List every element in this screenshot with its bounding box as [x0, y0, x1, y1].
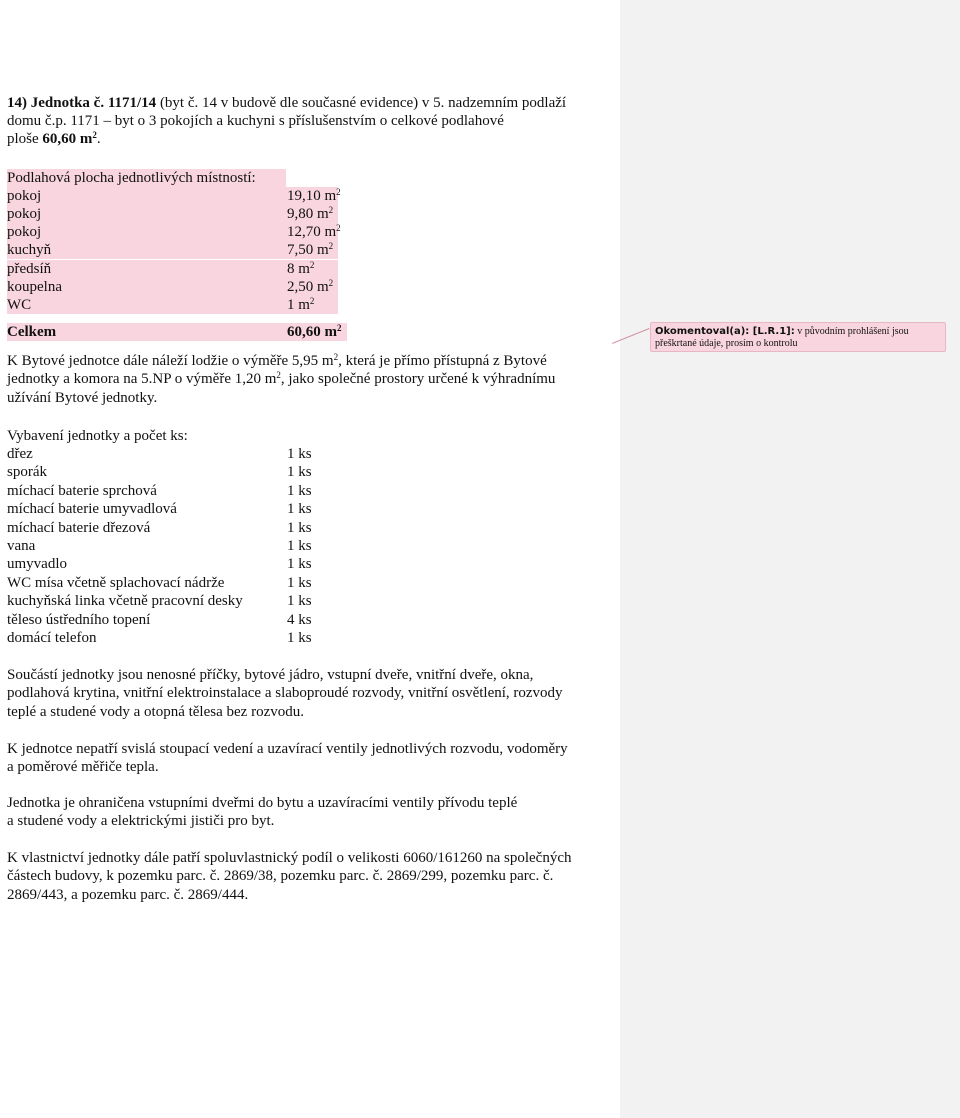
room-area — [287, 241, 333, 259]
paragraph-p1-line: Součástí jednotky jsou nenosné příčky, bytové jádro, vstupní dveře, vnitřní dveře, okna, — [7, 667, 534, 683]
equipment-item-qty: 1 ks — [287, 446, 312, 462]
extra-line-1-post: , která je přímo přístupná z Bytové — [338, 353, 547, 369]
room-area-unit: m — [317, 242, 329, 258]
equipment-item-qty: 1 ks — [287, 519, 312, 536]
equipment-item-name: kuchyňská linka včetně pracovní desky — [7, 593, 243, 610]
unit-number: 14) Jednotka č. 1171/14 — [7, 95, 157, 111]
equipment-item-name: míchací baterie dřezová — [7, 519, 151, 536]
equipment-item-qty: 1 ks — [287, 556, 312, 573]
room-area-unit: m — [324, 224, 337, 240]
total-area-value: 60,60 m — [42, 131, 93, 147]
equipment-item-qty: 1 ks — [287, 482, 312, 499]
room-row — [7, 241, 338, 259]
extra-line-2 — [7, 370, 607, 388]
room-area-value: 12,70 — [287, 224, 321, 240]
room-area — [287, 260, 314, 278]
room-area — [287, 223, 341, 241]
equipment-item-name: dřez — [7, 446, 33, 462]
paragraph-p2-line: K jednotce nepatří svislá stoupací vedení a uzavírací ventily jednotlivých rozvodu, vodoměry — [7, 741, 568, 757]
room-area — [287, 205, 333, 223]
room-area-unit: m — [317, 206, 329, 222]
room-area-value: 19,10 — [287, 188, 321, 204]
extra-line-3: užívání Bytové jednotky. — [7, 390, 158, 406]
extra-line-1 — [7, 352, 607, 370]
room-area-sup: 2 — [328, 241, 334, 251]
room-name: koupelna — [7, 279, 62, 295]
equipment-item-name: vana — [7, 538, 36, 554]
room-row — [7, 260, 338, 278]
room-area-value: 7,50 — [287, 242, 314, 258]
total-area-sup: 2 — [92, 130, 97, 140]
paragraph-p3-line: Jednotka je ohraničena vstupními dveřmi do bytu a uzavíracími ventily přívodu teplé — [7, 795, 518, 811]
paragraph-p4-line: K vlastnictví jednotky dále patří spoluvlastnický podíl o velikosti 6060/161260 na společných — [7, 850, 572, 866]
rooms-total-value-text: 60,60 m — [287, 324, 337, 340]
room-area — [287, 278, 333, 296]
equipment-item-name: sporák — [7, 464, 47, 481]
room-area-value: 2,50 — [287, 279, 314, 295]
rooms-title-text: Podlahová plocha jednotlivých místností: — [7, 170, 256, 186]
room-area-unit: m — [317, 279, 329, 295]
room-area-value: 1 — [287, 297, 295, 313]
equipment-item-qty: 1 ks — [287, 574, 312, 591]
room-area — [287, 187, 341, 205]
paragraph-p2-line: a poměrové měřiče tepla. — [7, 759, 159, 776]
extra-line-1-sup: 2 — [333, 352, 339, 362]
heading-line-1-rest: (byt č. 14 v budově dle současné evidence) v 5. nadzemním podlaží — [156, 95, 567, 111]
room-name: kuchyň — [7, 242, 52, 258]
room-name: pokoj — [7, 224, 42, 240]
comment-line-1 — [655, 326, 941, 338]
room-area-sup: 2 — [328, 205, 334, 215]
paragraph-p1-line: teplé a studené vody a otopná tělesa bez rozvodu. — [7, 703, 304, 720]
room-area-sup: 2 — [309, 296, 315, 306]
room-area-sup: 2 — [328, 278, 334, 288]
paragraph-p3-line: a studené vody a elektrickými jističi pro byt. — [7, 813, 275, 830]
paragraph-p4-line: částech budovy, k pozemku parc. č. 2869/38, pozemku parc. č. 2869/299, pozemku parc. č. — [7, 868, 554, 885]
equipment-item-name: těleso ústředního topení — [7, 611, 151, 628]
equipment-item-qty: 1 ks — [287, 630, 312, 646]
equipment-item-qty: 1 ks — [287, 538, 312, 554]
room-row — [7, 223, 341, 241]
paragraph-p1-line: podlahová krytina, vnitřní elektroinstalace a slaboproudé rozvody, vnitřní osvětlení, rozvody — [7, 685, 563, 702]
room-area-unit: m — [298, 261, 310, 277]
extra-line-1-pre: K Bytové jednotce dále náleží lodžie o výměře 5,95 m — [7, 353, 334, 369]
room-area-sup: 2 — [336, 187, 341, 197]
room-row — [7, 205, 338, 223]
comment-line-2: přeškrtané údaje, prosím o kontrolu — [655, 338, 798, 349]
rooms-total-label: Celkem — [7, 324, 57, 340]
room-area-sup: 2 — [309, 260, 315, 270]
equipment-item-name: domácí telefon — [7, 630, 97, 646]
room-area-value: 8 — [287, 261, 295, 277]
room-area — [287, 296, 314, 314]
heading-line-1 — [7, 94, 566, 112]
room-area-unit: m — [324, 188, 337, 204]
heading-line-2: domu č.p. 1171 – byt o 3 pokojích a kuchyni s příslušenstvím o celkové podlahové — [7, 113, 504, 129]
equipment-item-name: míchací baterie sprchová — [7, 482, 157, 499]
rooms-total-value — [287, 323, 342, 341]
heading-line-3-pre: ploše — [7, 131, 43, 147]
equipment-item-name: umyvadlo — [7, 556, 67, 573]
room-row — [7, 187, 341, 205]
room-name: předsíň — [7, 261, 52, 277]
room-area-value: 9,80 — [287, 206, 314, 222]
rooms-total-sup: 2 — [337, 323, 342, 333]
equipment-item-name: WC mísa včetně splachovací nádrže — [7, 574, 225, 591]
room-area-sup: 2 — [336, 223, 341, 233]
comment-text-1: v původním prohlášení jsou — [794, 326, 909, 337]
extra-line-2-post: , jako společné prostory určené k výhradnímu — [280, 371, 556, 387]
room-row — [7, 296, 338, 314]
equipment-title: Vybavení jednotky a počet ks: — [7, 428, 188, 444]
extra-line-2-sup: 2 — [276, 370, 281, 380]
heading-line-3 — [7, 130, 101, 148]
equipment-item-qty: 1 ks — [287, 593, 312, 610]
comment-author: Okomentoval(a): [L.R.1]: — [655, 326, 795, 337]
equipment-item-qty: 1 ks — [287, 464, 312, 481]
extra-line-2-pre: jednotky a komora na 5.NP o výměře 1,20 m — [7, 371, 277, 387]
room-name: pokoj — [7, 188, 42, 204]
rooms-total-row — [7, 323, 347, 341]
heading-line-3-post: . — [96, 131, 101, 147]
comment-balloon[interactable] — [650, 322, 946, 352]
equipment-item-qty: 4 ks — [287, 611, 312, 628]
rooms-title — [7, 169, 286, 187]
paragraph-p4-line: 2869/443, a pozemku parc. č. 2869/444. — [7, 886, 249, 903]
room-name: pokoj — [7, 206, 42, 222]
room-name: WC — [7, 297, 32, 313]
equipment-item-qty: 1 ks — [287, 501, 312, 518]
room-row — [7, 278, 338, 296]
total-area — [42, 131, 97, 147]
equipment-item-name: míchací baterie umyvadlová — [7, 501, 177, 518]
room-area-unit: m — [298, 297, 310, 313]
comments-margin — [620, 0, 960, 1118]
